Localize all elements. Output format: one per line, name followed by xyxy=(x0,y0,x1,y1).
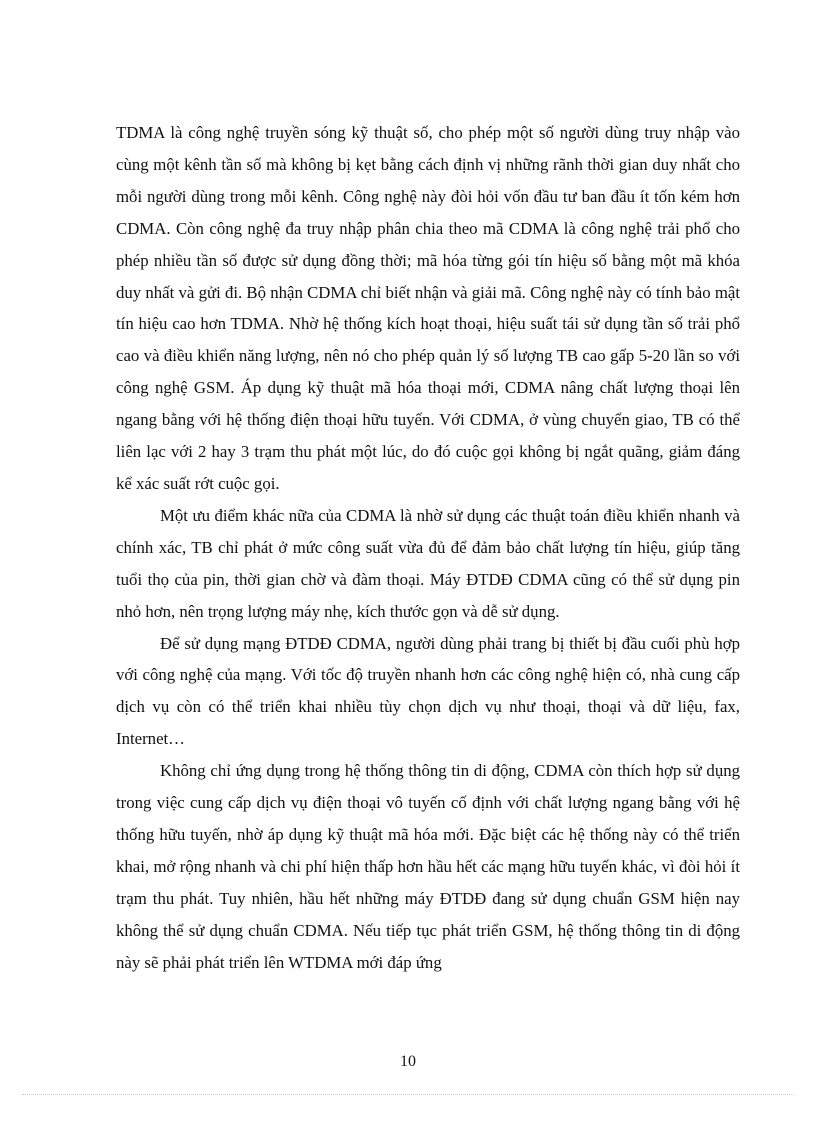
paragraph-4: Không chỉ ứng dụng trong hệ thống thông tin di động, CDMA còn thích hợp sử dụng trong việc cung cấp dịch vụ điện thoại vô tuyến cố định với chất lượng ngang bằng với hệ thống hữu tuyến, nhờ áp dụng kỹ thuật mã hóa mới. Đặc biệt các hệ thống này có thể triển khai, mở rộng nhanh và chi phí hiện thấp hơn hầu hết các mạng hữu tuyến khác, vì đòi hỏi ít trạm thu phát. Tuy nhiên, hầu hết những máy ĐTDĐ đang sử dụng chuẩn GSM hiện nay không thể sử dụng chuẩn CDMA. Nếu tiếp tục phát triển GSM, hệ thống thông tin di động này sẽ phải phát triển lên WTDMA mới đáp ứng xyxy=(116,761,740,972)
paragraph-3: Để sử dụng mạng ĐTDĐ CDMA, người dùng phải trang bị thiết bị đầu cuối phù hợp với công nghệ của mạng. Với tốc độ truyền nhanh hơn các công nghệ hiện có, nhà cung cấp dịch vụ còn có thể triển khai nhiều tùy chọn dịch vụ như thoại, thoại và dữ liệu, fax, Internet… xyxy=(116,633,740,749)
paragraph-1: TDMA là công nghệ truyền sóng kỹ thuật số, cho phép một số người dùng truy nhập vào cùng một kênh tần số mà không bị kẹt bằng cách định vị những rãnh thời gian duy nhất cho mỗi người dùng trong mỗi kênh. Công nghệ này đòi hỏi vốn đầu tư ban đầu ít tốn kém hơn CDMA. Còn công nghệ đa truy nhập phân chia theo mã CDMA là công nghệ trải phổ cho phép nhiều tần số được sử dụng đồng thời; mã hóa từng gói tín hiệu số bằng một mã khóa duy nhất và gửi đi. Bộ nhận CDMA chỉ biết nhận và giải mã. Công nghệ này có tính bảo mật tín hiệu cao hơn TDMA. Nhờ hệ thống kích hoạt thoại, hiệu suất tái sử dụng tần số trải phổ cao và điều khiển năng lượng, nên nó cho phép quản lý số lượng TB cao gấp 5-20 lần so với công nghệ GSM. Áp dụng kỹ thuật mã hóa thoại mới, CDMA nâng chất lượng thoại lên ngang bằng với hệ thống điện thoại hữu tuyến. Với CDMA, ở vùng chuyển giao, TB có thể liên lạc với 2 hay 3 trạm thu phát một lúc, do đó cuộc gọi không bị ngắt quãng, giảm đáng kể xác suất rớt cuộc gọi. xyxy=(116,123,740,493)
page-bottom-divider xyxy=(22,1094,794,1095)
body-text xyxy=(116,117,740,978)
paragraph-2: Một ưu điểm khác nữa của CDMA là nhờ sử dụng các thuật toán điều khiển nhanh và chính xác, TB chỉ phát ở mức công suất vừa đủ để đảm bảo chất lượng tín hiệu, giúp tăng tuổi thọ của pin, thời gian chờ và đàm thoại. Máy ĐTDĐ CDMA cũng có thể sử dụng pin nhỏ hơn, nên trọng lượng máy nhẹ, kích thước gọn và dễ sử dụng. xyxy=(116,505,740,621)
page-number: 10 xyxy=(400,1053,416,1070)
